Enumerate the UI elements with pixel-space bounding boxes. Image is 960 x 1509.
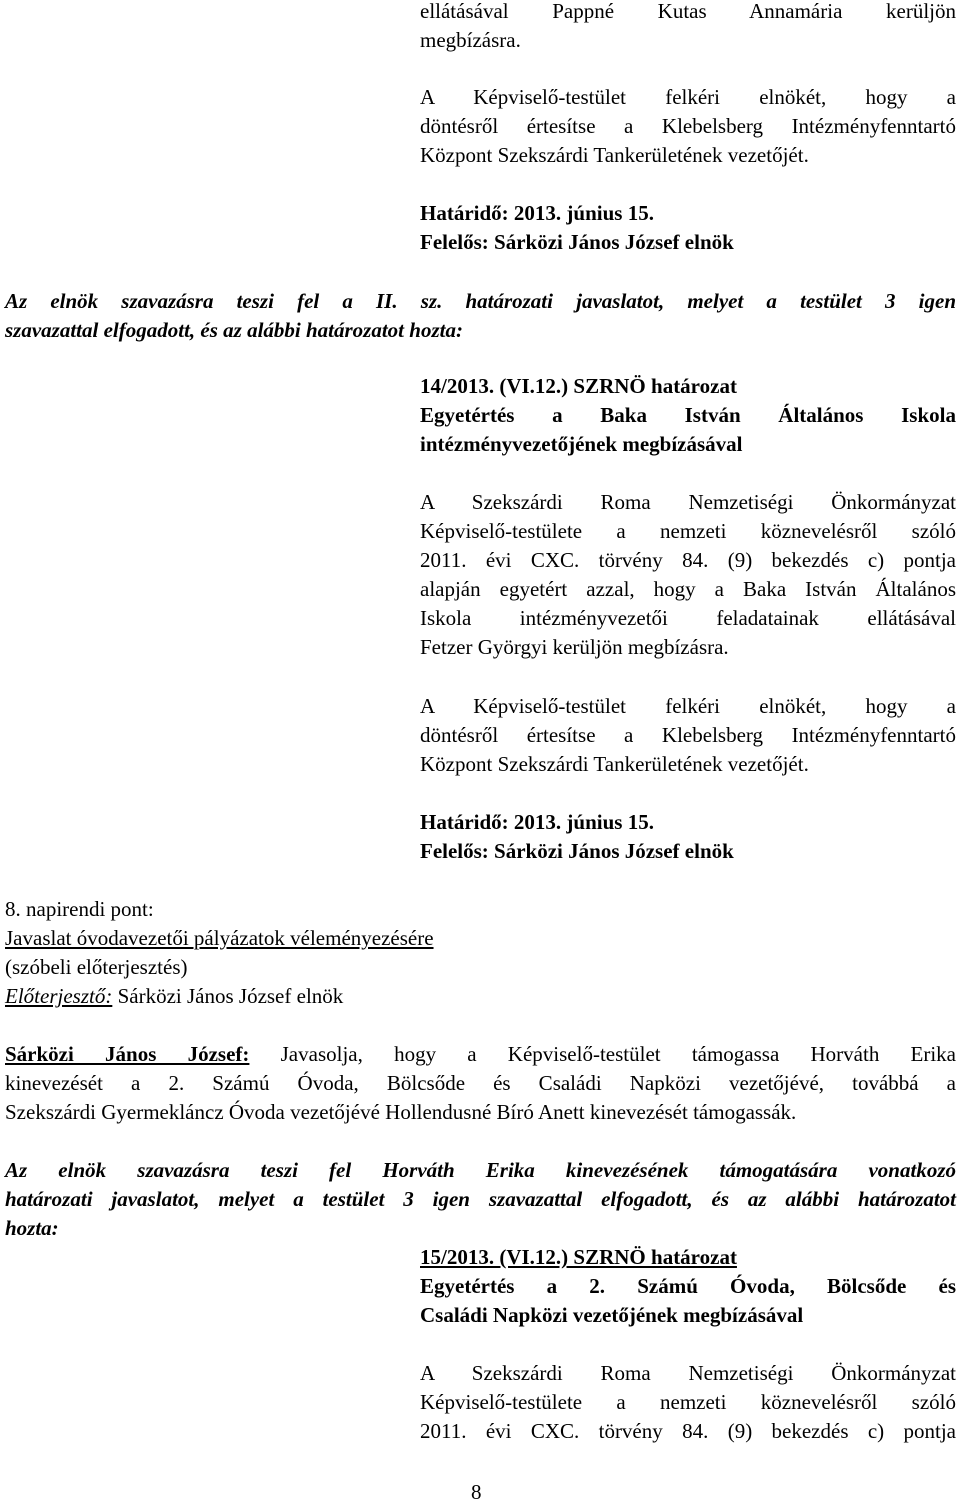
resolution-15 bbox=[420, 1243, 956, 1330]
agenda-number: 8. napirendi pont: bbox=[5, 897, 154, 921]
text-line: Az elnök szavazásra teszi fel Horváth Erika kinevezésének támogatására vonatkozó bbox=[5, 1158, 956, 1182]
resolution-15-body bbox=[420, 1359, 956, 1446]
agenda-title: Javaslat óvodavezetői pályázatok véleményezésére bbox=[5, 926, 434, 950]
deadline: Határidő: 2013. június 15. bbox=[420, 201, 654, 225]
text-line: 2011. évi CXC. törvény 84. (9) bekezdés c) pontja bbox=[420, 548, 956, 572]
text-line: A Szekszárdi Roma Nemzetiségi Önkormányzat bbox=[420, 490, 956, 514]
resolution-title: intézményvezetőjének megbízásával bbox=[420, 432, 743, 456]
resolution-title: Egyetértés a 2. Számú Óvoda, Bölcsőde és bbox=[420, 1274, 956, 1298]
text-line bbox=[5, 1040, 956, 1069]
resolution-14-deadline bbox=[420, 808, 956, 866]
text-line: ellátásával Pappné Kutas Annamária kerüljön bbox=[420, 0, 956, 23]
text-line: alapján egyetért azzal, hogy a Baka István Általános bbox=[420, 577, 956, 601]
text-line: Központ Szekszárdi Tankerületének vezetőjét. bbox=[420, 143, 809, 167]
speech-paragraph bbox=[5, 1040, 956, 1127]
text-line: Fetzer Györgyi kerüljön megbízásra. bbox=[420, 635, 729, 659]
text-line: döntésről értesítse a Klebelsberg Intézményfenntartó bbox=[420, 723, 956, 747]
text-line: Képviselő-testülete a nemzeti köznevelésről szóló bbox=[420, 519, 956, 543]
text-line: Szekszárdi Gyermekláncz Óvoda vezetőjévé Hollendusné Bíró Anett kinevezését támogassák. bbox=[5, 1100, 797, 1124]
deadline: Határidő: 2013. június 15. bbox=[420, 810, 654, 834]
resolution-14-notify bbox=[420, 692, 956, 779]
text-line: A Képviselő-testület felkéri elnökét, hogy a bbox=[420, 694, 956, 718]
vote-statement bbox=[5, 1156, 956, 1243]
speech-text: Javasolja, hogy a Képviselő-testület támogassa Horváth Erika bbox=[249, 1042, 956, 1066]
text-line: 2011. évi CXC. törvény 84. (9) bekezdés c) pontja bbox=[420, 1419, 956, 1443]
text-line: Képviselő-testülete a nemzeti köznevelésről szóló bbox=[420, 1390, 956, 1414]
deadline-block bbox=[420, 199, 956, 257]
resolution-14 bbox=[420, 372, 956, 459]
resolution-14-body bbox=[420, 488, 956, 662]
text-line: döntésről értesítse a Klebelsberg Intézményfenntartó bbox=[420, 114, 956, 138]
resolution-number: 15/2013. (VI.12.) SZRNÖ határozat bbox=[420, 1245, 737, 1269]
text-line: Iskola intézményvezetői feladatainak ellátásával bbox=[420, 606, 956, 630]
resolution-number: 14/2013. (VI.12.) SZRNÖ határozat bbox=[420, 374, 737, 398]
text-line: A Képviselő-testület felkéri elnökét, hogy a bbox=[420, 85, 956, 109]
resolution-title: Családi Napközi vezetőjének megbízásával bbox=[420, 1303, 804, 1327]
continuation-paragraph bbox=[420, 0, 956, 55]
resolution-title: Egyetértés a Baka István Általános Iskola bbox=[420, 403, 956, 427]
text-line: szavazattal elfogadott, és az alábbi határozatot hozta: bbox=[5, 318, 463, 342]
text-line: hozta: bbox=[5, 1216, 59, 1240]
agenda-item-8 bbox=[5, 895, 605, 1011]
text-line: Az elnök szavazásra teszi fel a II. sz. határozati javaslatot, melyet a testület 3 igen bbox=[5, 289, 956, 313]
presenter-line bbox=[5, 982, 605, 1011]
vote-statement bbox=[5, 287, 956, 345]
presenter-label: Előterjesztő: bbox=[5, 984, 113, 1008]
speaker-name: Sárközi János József: bbox=[5, 1042, 250, 1066]
text-line: megbízásra. bbox=[420, 28, 521, 52]
responsible: Felelős: Sárközi János József elnök bbox=[420, 839, 734, 863]
notify-paragraph bbox=[420, 83, 956, 170]
text-line: Központ Szekszárdi Tankerületének vezetőjét. bbox=[420, 752, 809, 776]
text-line: A Szekszárdi Roma Nemzetiségi Önkormányzat bbox=[420, 1361, 956, 1385]
text-line: határozati javaslatot, melyet a testület 3 igen szavazattal elfogadott, és az alábbi határozatot bbox=[5, 1187, 956, 1211]
agenda-note: (szóbeli előterjesztés) bbox=[5, 955, 188, 979]
text-line: kinevezését a 2. Számú Óvoda, Bölcsőde és Családi Napközi vezetőjévé, továbbá a bbox=[5, 1071, 956, 1095]
responsible: Felelős: Sárközi János József elnök bbox=[420, 230, 734, 254]
page-number: 8 bbox=[471, 1480, 482, 1504]
presenter-name: Sárközi János József elnök bbox=[112, 984, 344, 1008]
